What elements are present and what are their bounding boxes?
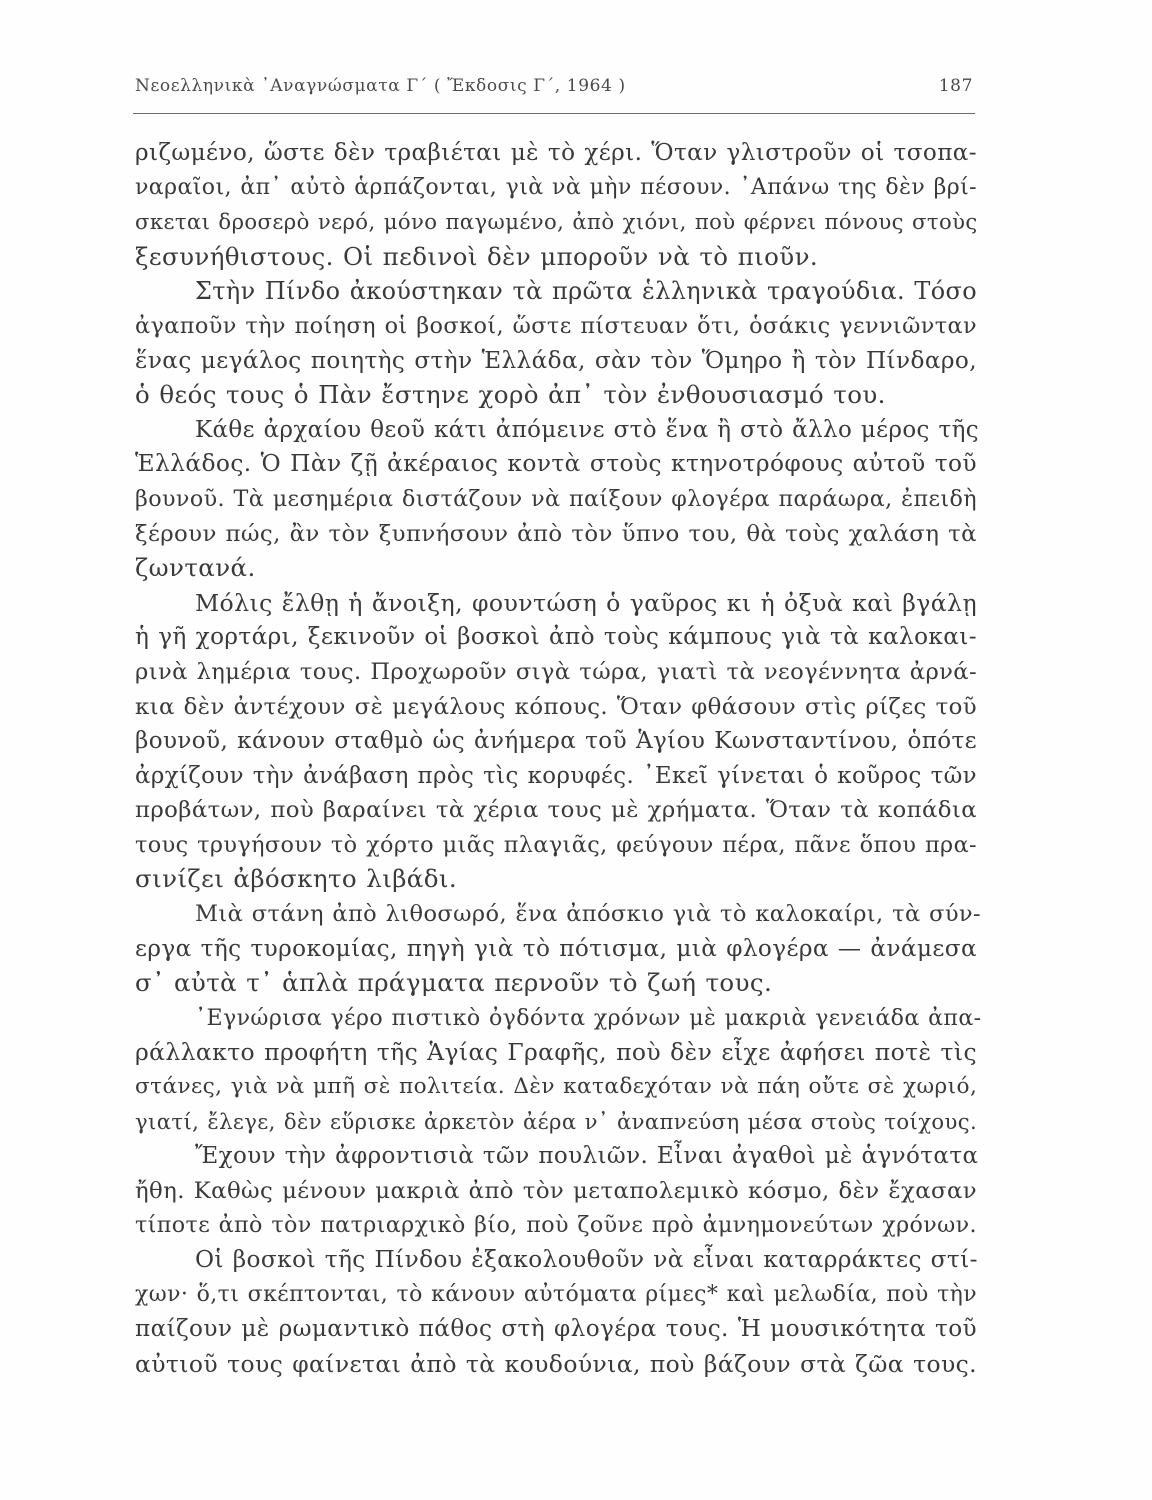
text-line: ἕνας μεγάλος ποιητὴς στὴν Ἑλλάδα, σὰν τὸν Ὅμηρο ἢ τὸν Πίνδαρο, xyxy=(135,346,977,374)
text-line: γιατί, ἔλεγε, δὲν εὕρισκε ἀρκετὸν ἀέρα ν᾽ ἀναπνεύση μέσα στοὺς τοίχους. xyxy=(135,1108,978,1134)
paragraph xyxy=(135,586,977,897)
paragraph xyxy=(135,1139,977,1243)
paragraph xyxy=(135,1243,977,1381)
running-title: Νεοελληνικὰ ᾽Αναγνώσματα Γ΄ ( Ἔκδοσις Γ΄, 1964 ) xyxy=(135,76,626,96)
text-line: προβάτων, ποὺ βαραίνει τὰ χέρια τους μὲ χρήματα. Ὅταν τὰ κοπάδια xyxy=(135,797,977,824)
text-line: χων· ὅ,τι σκέπτονται, τὸ κάνουν αὐτόματα ρίμες* καὶ μελωδία, ποὺ τὴν xyxy=(135,1281,977,1307)
text-line: Ἔχουν τὴν ἀφροντισιὰ τῶν πουλιῶν. Εἶναι ἀγαθοὶ μὲ ἁγνότατα xyxy=(195,1143,979,1170)
text-line: κια δὲν ἀντέχουν σὲ μεγάλους κόπους. Ὅταν φθάσουν στὶς ρίζες τοῦ xyxy=(135,693,977,720)
paragraph xyxy=(135,897,981,1001)
text-line: σ᾽ αὐτὰ τ᾽ ἁπλὰ πράγματα περνοῦν τὸ ζωή τους. xyxy=(135,968,773,998)
text-line: σκεται δροσερὸ νερό, μόνο παγωμένο, ἀπὸ χιόνι, ποὺ φέρνει πόνους στοὺς xyxy=(135,209,978,235)
text-line: ξέρουν πώς, ἂν τὸν ξυπνήσουν ἀπὸ τὸν ὕπνο του, θὰ τοὺς χαλάση τὰ xyxy=(135,520,977,547)
running-header xyxy=(135,76,975,102)
text-line: ζωντανά. xyxy=(135,553,256,583)
text-line: ράλλακτο προφήτη τῆς Ἁγίας Γραφῆς, ποὺ δὲν εἶχε ἀφήσει ποτὲ τὶς xyxy=(135,1038,977,1067)
text-line: στάνες, γιὰ νὰ μπῆ σὲ πολιτεία. Δὲν καταδεχόταν νὰ πάη οὔτε σὲ χωριό, xyxy=(135,1074,978,1100)
text-line: Μιὰ στάνη ἀπὸ λιθοσωρό, ἕνα ἀπόσκιο γιὰ τὸ καλοκαίρι, τὰ σύν- xyxy=(195,901,981,928)
text-line: ριζωμένο, ὥστε δὲν τραβιέται μὲ τὸ χέρι. Ὅταν γλιστροῦν οἱ τσοπα- xyxy=(135,140,977,166)
paragraph xyxy=(135,413,977,586)
paragraph xyxy=(135,136,977,274)
text-line: Στὴν Πίνδο ἀκούστηκαν τὰ πρῶτα ἑλληνικὰ τραγούδια. Τόσο xyxy=(195,277,977,306)
text-line: ᾽Εγνώρισα γέρο πιστικὸ ὀγδόντα χρόνων μὲ μακριὰ γενειάδα ἀπα- xyxy=(195,1004,982,1031)
text-line: σινίζει ἀβόσκητο λιβάδι. xyxy=(135,864,458,894)
text-line: ἀρχίζουν τὴν ἀνάβαση πρὸς τὶς κορυφές. ᾽Εκεῖ γίνεται ὁ κοῦρος τῶν xyxy=(135,762,977,789)
text-line: βουνοῦ, κάνουν σταθμὸ ὡς ἀνήμερα τοῦ Ἁγίου Κωνσταντίνου, ὁπότε xyxy=(135,728,977,755)
text-line: βουνοῦ. Τὰ μεσημέρια διστάζουν νὰ παίξουν φλογέρα παράωρα, ἐπειδὴ xyxy=(135,485,977,512)
text-line: ρινὰ λημέρια τους. Προχωροῦν σιγὰ τώρα, γιατὶ τὰ νεογέννητα ἀρνά- xyxy=(135,658,977,685)
header-rule xyxy=(133,113,975,114)
page-number: 187 xyxy=(938,76,973,96)
text-line: Ἑλλάδος. Ὁ Πὰν ζῇ ἀκέραιος κοντὰ στοὺς κτηνοτρόφους αὐτοῦ τοῦ xyxy=(135,450,977,478)
text-line: τους τρυγήσουν τὸ χόρτο μιᾶς πλαγιᾶς, φεύγουν πέρα, πᾶνε ὅπου πρα- xyxy=(135,831,977,858)
text-line: Μόλις ἔλθῃ ἡ ἄνοιξη, φουντώση ὁ γαῦρος κι ἡ ὀξυὰ καὶ βγάλῃ xyxy=(195,588,977,617)
text-line: παίζουν μὲ ρωμαντικὸ πάθος στὴ φλογέρα τους. Ἡ μουσικότητα τοῦ xyxy=(135,1316,977,1343)
text-line: αὐτιοῦ τους φαίνεται ἀπὸ τὰ κουδούνια, ποὺ βάζουν στὰ ζῶα τους. xyxy=(135,1349,977,1378)
text-line: ἀγαποῦν τὴν ποίηση οἱ βοσκοί, ὥστε πίστευαν ὅτι, ὁσάκις γεννιῶνταν xyxy=(135,312,977,339)
text-line: Οἱ βοσκοὶ τῆς Πίνδου ἐξακολουθοῦν νὰ εἶναι καταρράκτες στί- xyxy=(195,1246,978,1273)
text-line: τίποτε ἀπὸ τὸν πατριαρχικὸ βίο, ποὺ ζοῦνε πρὸ ἀμνημονεύτων χρόνων. xyxy=(135,1212,977,1239)
text-line: εργα τῆς τυροκομίας, πηγὴ γιὰ τὸ πότισμα, μιὰ φλογέρα — ἀνάμεσα xyxy=(135,935,977,962)
paragraph xyxy=(135,274,977,412)
text-line: Κάθε ἀρχαίου θεοῦ κάτι ἀπόμεινε στὸ ἕνα ἢ στὸ ἄλλο μέρος τῆς xyxy=(195,416,979,443)
paragraph xyxy=(135,1001,982,1139)
text-line: ἡ γῆ χορτάρι, ξεκινοῦν οἱ βοσκοὶ ἀπὸ τοὺς κάμπους γιὰ τὰ καλοκαι- xyxy=(135,624,977,651)
body-text xyxy=(135,136,982,1381)
text-line: ξεσυνήθιστους. Οἱ πεδινοὶ δὲν μποροῦν νὰ τὸ πιοῦν. xyxy=(135,241,819,271)
text-line: ἤθη. Καθὼς μένουν μακριὰ ἀπὸ τὸν μεταπολεμικὸ κόσμο, δὲν ἔχασαν xyxy=(135,1177,977,1204)
text-line: ναραῖοι, ἀπ᾽ αὐτὸ ἁρπάζονται, γιὰ νὰ μὴν πέσουν. ᾽Απάνω της δὲν βρί- xyxy=(135,174,977,200)
text-line: ὁ θεός τους ὁ Πὰν ἔστηνε χορὸ ἀπ᾽ τὸν ἐνθουσιασμό του. xyxy=(135,380,886,410)
